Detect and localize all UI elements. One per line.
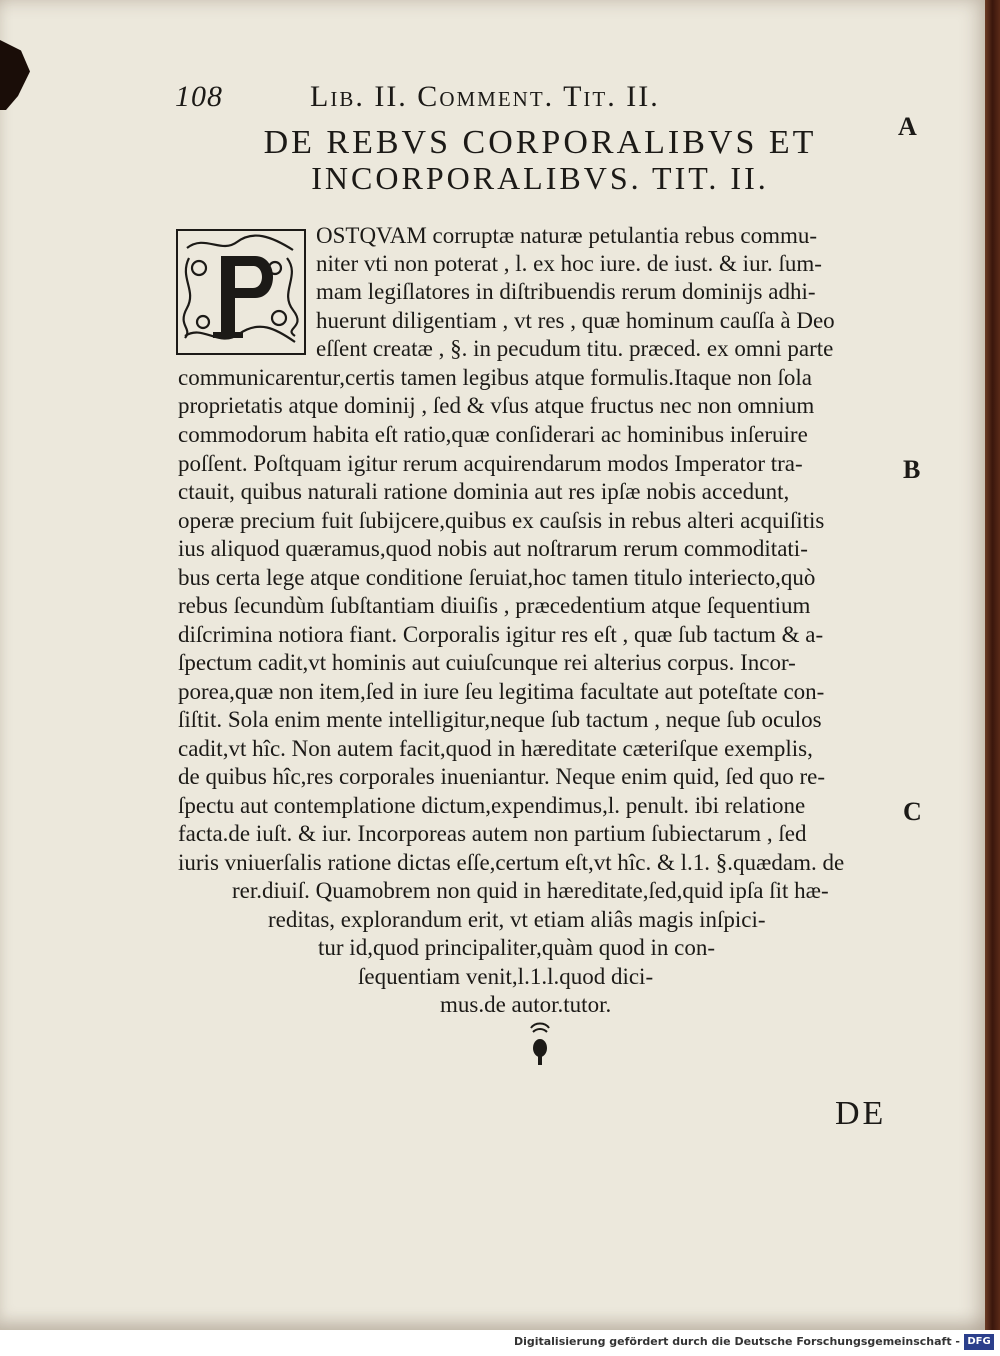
text-line: huerunt diligentiam , vt res , quæ hominum cauſſa à Deo [316, 308, 835, 333]
text-line: ctauit, quibus naturali ratione dominia aut res ipſæ nobis accedunt, [178, 479, 790, 504]
text-line: iuris vniuerſalis ratione dictas eſſe,certum eſt,vt hîc. & l.1. §.quædam. de [178, 850, 845, 875]
text-line: diſcrimina notiora fiant. Corporalis igitur res eſt , quæ ſub tactum & a- [178, 622, 824, 647]
text-line: tur id,quod principaliter,quàm quod in con- [318, 935, 716, 960]
page-edge [985, 0, 1000, 1330]
footer-credit: Digitalisierung gefördert durch die Deutsche Forschungsgemeinschaft - [513, 1335, 960, 1348]
text-line: eſſent creatæ , §. in pecudum titu. præced. ex omni parte [316, 336, 834, 361]
text-line: OSTQVAM corruptæ naturæ petulantia rebus commu- [316, 223, 818, 248]
text-line: commodorum habita eſt ratio,quæ conſiderari ac hominibus inſeruire [178, 422, 808, 447]
text-line: ius aliquod quæramus,quod nobis aut noſtrarum rerum commoditati- [178, 536, 808, 561]
text-line: ſpectum cadit,vt hominis aut cuiuſcunque rei alterius corpus. Incor- [178, 650, 796, 675]
decorated-initial-p-icon [175, 228, 307, 356]
text-line: bus certa lege atque conditione ſeruiat,hoc tamen titulo interiecto,quò [178, 565, 816, 590]
text-line: de quibus hîc,res corporales inueniantur. Neque enim quid, ſed quo re- [178, 764, 826, 789]
catchword: DE [835, 1095, 887, 1132]
text-line: poſſent. Poſtquam igitur rerum acquirendarum modos Imperator tra- [178, 451, 803, 476]
footer-bar [0, 1330, 1000, 1356]
title-line-1: DE REBVS CORPORALIBVS ET [263, 124, 817, 161]
text-line: cadit,vt hîc. Non autem facit,quod in hæreditate cæteriſque exemplis, [178, 736, 813, 761]
text-line: rebus ſecundùm ſubſtantiam diuiſis , præcedentium atque ſequentium [178, 593, 811, 618]
tailpiece-ornament-icon [525, 1022, 555, 1066]
text-line: proprietatis atque dominij , ſed & vſus atque fructus nec non omnium [178, 393, 815, 418]
text-line: porea,quæ non item,ſed in iure ſeu legitima facultate aut poteſtate con- [178, 679, 825, 704]
page-number: 108 [175, 80, 223, 113]
title-line-2: INCORPORALIBVS. TIT. II. [311, 160, 769, 196]
text-line: operæ precium fuit ſubijcere,quibus ex cauſsis in rebus alteri acquiſitis [178, 508, 825, 533]
text-line: mam legiſlatores in diſtribuendis rerum dominijs adhi- [316, 279, 816, 304]
text-line: niter vti non poterat , l. ex hoc iure. de iust. & iur. ſum- [316, 251, 822, 276]
margin-letter-c: C [903, 797, 922, 826]
text-line: facta.de iuſt. & iur. Incorporeas autem non partium ſubiectarum , ſed [178, 821, 807, 846]
running-head [175, 80, 775, 114]
text-line: ſiſtit. Sola enim mente intelligitur,neque ſub tactum , neque ſub oculos [178, 707, 822, 732]
margin-letter-b: B [903, 455, 921, 484]
running-head-text: Lib. II. Comment. Tit. II. [310, 80, 660, 113]
text-line: ſequentiam venit,l.1.l.quod dici- [358, 964, 654, 989]
text-line: rer.diuiſ. Quamobrem non quid in hæreditate,ſed,quid ipſa ſit hæ- [232, 878, 829, 903]
text-line: reditas, explorandum erit, vt etiam aliâs magis inſpici- [268, 907, 766, 932]
margin-letter-a: A [898, 112, 917, 141]
text-line: communicarentur,certis tamen legibus atque formulis.Itaque non ſola [178, 365, 812, 390]
text-line: mus.de autor.tutor. [440, 992, 612, 1017]
text-line: ſpectu aut contemplatione dictum,expendimus,l. penult. ibi relatione [178, 793, 806, 818]
dfg-logo: DFG [964, 1334, 994, 1350]
